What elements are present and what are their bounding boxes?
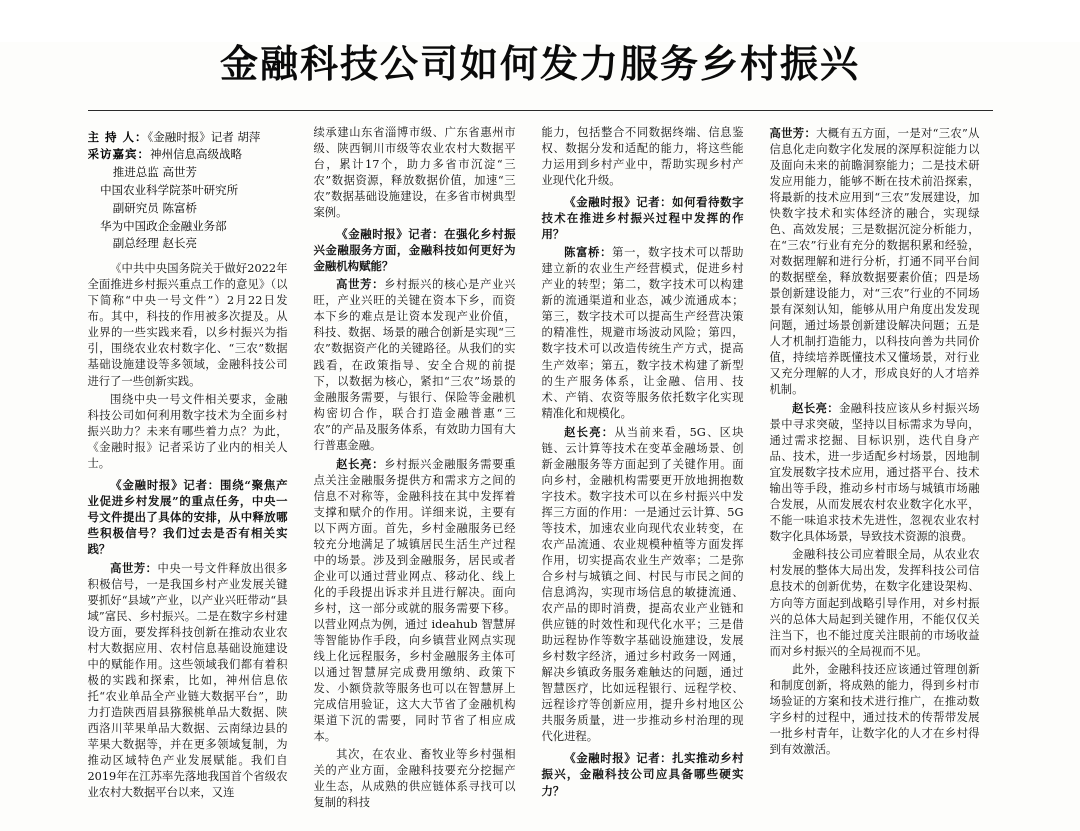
answer-text: 乡村振兴的核心是产业兴旺，产业兴旺的关键在资本下乡，而资本下乡的难点是让资本发现产业价值，科技、数据、场景的融合创新是实现“三农”数据资产化的关键路径。从我们的实践看，在政策指导、安全合规的前提下，以数据为核心，紧扣“三农”场景的金融服务需要，与银行、保险等金融机构密切合作，联合打造金融普惠“三农”的产品及服务体系，有效助力国有大行普惠金融。	[313, 278, 516, 452]
answer-text: 中央一号文件释放出很多积极信号，一是我国乡村产业发展关键要抓好“县域”产业，以产业兴旺带动“县域”富民、乡村振兴。二是在数字乡村建设方面，要发挥科技创新在推动农业农村大数据应用、农村信息基础设施建设中的赋能作用。这些领域我们都有着积极的实践和探索，比如，神州信息依托“农业单品全产业链大数据平台”，助力打造陕西眉县猕猴桃单品大数据、陕西洛川苹果单品大数据、云南绿边县的苹果大数据等，并在更多领域复制，为推动区域特色产业发展赋能。我们自2019年在江苏率先落地我国首个省级农业农村大数据平台以来，又连	[87, 561, 288, 800]
speaker-label: 陈富桥：	[564, 245, 613, 260]
masthead-row	[88, 235, 288, 253]
masthead-label: 主 持 人：	[87, 129, 148, 144]
answer-block	[770, 400, 980, 545]
question-text: 扎实推动乡村振兴，金融科技公司应具备哪些硬实力？	[541, 751, 744, 798]
answer-block	[314, 276, 516, 453]
paragraph: 围绕中央一号文件相关要求，金融科技公司如何利用数字技术为全面乡村振兴助力？未来有哪些着力点？为此，《金融时报》记者采访了业内的相关人士。	[87, 392, 288, 470]
answer-block	[770, 125, 980, 399]
interviewer-label: 《金融时报》记者：	[564, 751, 673, 766]
masthead-row	[88, 146, 288, 164]
answer-text: 大概有五方面，一是对“三农”从信息化走向数字化发展的深厚积淀能力以及面向未来的前瞻洞察能力；二是技术研发应用能力，能够不断在技术前沿探索，将最新的技术应用到“三农”发展建设，加快数字技术和实体经济的融合，实现绿色、高效发展；三是数据沉淀分析能力，在“三农”行业有充分的数据积累和经验，对数据理解和进行分析，打通不同平台间的数据壁垒，释放数据要素价值；四是场景创新建设能力，对“三农”行业的不同场景有深刻认知，能够从用户角度出发发现问题，通过场景创新建设解决问题；五是人才机制打造能力，以科技向善为共同价值，持续培养既懂技术又懂场景，对行业又充分理解的人才，形成良好的人才培养机制。	[769, 126, 980, 397]
question-block	[542, 750, 744, 799]
interviewer-label: 《金融时报》记者：	[336, 226, 445, 241]
speaker-label: 高世芳：	[336, 277, 385, 292]
speaker-label: 高世芳：	[769, 125, 817, 140]
interviewer-label: 《金融时报》记者：	[110, 477, 220, 492]
answer-block	[88, 560, 288, 801]
question-text: 围绕“聚焦产业促进乡村发展”的重点任务，中央一号文件提出了具体的安排，从中释放哪些积极信号？我们过去是否有相关实践？	[87, 477, 288, 557]
answer-block	[542, 424, 744, 746]
newspaper-page	[0, 42, 1080, 831]
header-divider	[88, 110, 993, 111]
masthead-row	[88, 129, 288, 147]
column-4	[757, 125, 993, 760]
column-1	[88, 125, 301, 804]
speaker-label: 赵长亮：	[336, 456, 385, 471]
paragraph: 其次，在农业、畜牧业等乡村强相关的产业方面，金融科技要充分挖掘产业生态，从成熟的供应链体系寻找可以复制的科技	[313, 748, 516, 810]
speaker-label: 高世芳：	[110, 560, 158, 575]
paragraph: 续承建山东省淄博市级、广东省惠州市级、陕西铜川市级等农业农村大数据平台，累计17个，助力多省市沉淀“三农”数据资源，释放数据价值，加速“三农”数据基础设施建设，在多省市树典型案例。	[313, 125, 516, 219]
masthead-text: 《金融时报》记者 胡萍	[147, 129, 261, 144]
interviewer-label: 《金融时报》记者：	[564, 194, 673, 209]
masthead-text: 副研究员 陈富桥	[112, 200, 197, 215]
masthead-row	[88, 200, 288, 218]
paragraph: 金融科技公司应着眼全局，从农业农村发展的整体大局出发，发挥科技公司信息技术的创新优势，在数字化建设架构、方向等方面起到战略引导作用，对乡村振兴的总体大局起到关键作用，不能仅仅关注当下，也不能过度关注眼前的市场收益而对乡村振兴的全局视而不见。	[769, 548, 980, 658]
page-title: 金融科技公司如何发力服务乡村振兴	[219, 42, 860, 86]
answer-text: 从当前来看，5G、区块链、云计算等技术在变革金融场景、创新金融服务等方面起到了关键作用。面向乡村，金融机构需要更开放地拥抱数字技术。数字技术可以在乡村振兴中发挥三方面的作用：一是通过云计算、5G等技术，加速农业向现代农业转变，在农产品流通、农业规模种植等方面发挥作用，切实提高农业生产效率；二是弥合乡村与城镇之间、村民与市民之间的信息鸿沟，实现市场信息的敏捷流通、农产品的即时消费，提高农业产业链和供应链的时效性和现代化水平；三是借助远程协作等数字基础设施建设，发展乡村数字经济，通过乡村政务一网通，解决乡镇政务服务难触达的问题，通过智慧医疗，比如远程银行、远程学校、远程诊疗等创新应用，提升乡村地区公共服务质量，进一步推动乡村治理的现代化进程。	[541, 425, 744, 744]
column-2	[301, 125, 529, 814]
answer-text: 金融科技应该从乡村振兴场景中寻求突破，坚持以目标需求为导向，通过需求挖掘、目标识别，迭代自身产品、技术，进一步适配乡村场景，因地制宜发展数字技术应用，通过搭平台、技术输出等手段，推动乡村市场与城镇市场融合发展，从而发展农村农业数字化水平，不能一味追求技术先进性，忽视农业农村数字化具体场景，导致技术资源的浪费。	[769, 402, 980, 544]
answer-block	[314, 456, 516, 746]
masthead-row	[88, 164, 288, 182]
question-text: 在强化乡村振兴金融服务方面，金融科技如何更好为金融机构赋能？	[313, 226, 516, 274]
speaker-label: 赵长亮：	[792, 401, 840, 416]
masthead-row	[88, 218, 288, 236]
masthead-text: 华为中国政企金融业务部	[100, 218, 227, 233]
answer-text: 乡村振兴金融服务需要重点关注金融服务提供方和需求方之间的信息不对称等，金融科技在其中发挥着支撑和赋介的作用。详细来说，主要有以下两方面。首先，乡村金融服务已经较充分地满足了城镇居民生活生产过程中的场景。涉及到金融服务，居民或者企业可以通过营业网点、移动化、线上化的手段提出诉求并且进行解决。面向乡村，这一部分或就的服务需要下移。以营业网点为例，通过 ideahub 智慧屏等智能协作手段，向乡镇营业网点实现线上化远程服务，乡村金融服务主体可以通过智慧屏完成费用缴纳、政策下发、小额贷款等服务也可以在智慧屏上完成信用验证，这大大节省了金融机构渠道下沉的需要，同时节省了相应成本。	[313, 457, 516, 744]
masthead-text: 中国农业科学院茶叶研究所	[100, 183, 239, 198]
article-columns	[88, 125, 993, 814]
question-block	[88, 477, 288, 558]
masthead-label: 采访嘉宾：	[87, 147, 150, 162]
masthead-text: 推进总监 高世芳	[112, 165, 197, 180]
masthead-credits	[88, 129, 288, 254]
question-block	[314, 226, 516, 275]
masthead-text: 副总经理 赵长亮	[112, 236, 197, 251]
paragraph: 此外，金融科技还应该通过管理创新和制度创新，将成熟的能力，得到乡村市场验证的方案和技术进行推广，在推动数字乡村的过程中，通过技术的传帮带发展一批乡村青年，让数字化的人才在乡村得到有效激活。	[769, 662, 980, 756]
question-block	[542, 194, 744, 243]
paragraph: 《中共中央国务院关于做好2022年全面推进乡村振兴重点工作的意见》（以下简称“中央一号文件”）2月22日发布。其中，科技的作用被多次提及。从业界的一些实践来看，以乡村振兴为指引，围绕农业农村数字化、“三农”数据基础设施建设等多领域，金融科技公司进行了一些创新实践。	[87, 262, 288, 388]
column-3	[529, 125, 757, 801]
answer-block	[542, 244, 744, 421]
paragraph: 能力，包括整合不同数据终端、信息鉴权、数据分发和适配的能力，将这些能力运用到乡村产业中，帮助实现乡村产业现代化升级。	[541, 125, 744, 187]
question-text: 如何看待数字技术在推进乡村振兴过程中发挥的作用？	[541, 194, 744, 242]
masthead-text: 神州信息高级战略	[150, 147, 242, 162]
masthead-row	[88, 182, 288, 200]
answer-text: 第一，数字技术可以帮助建立新的农业生产经营模式，促进乡村产业的转型；第二，数字技术可以构建新的流通渠道和业态，减少流通成本；第三，数字技术可以提高生产经营决策的精准性，规避市场波动风险；第四，数字技术可以改造传统生产方式，提高生产效率；第五，数字技术构建了新型的生产服务体系，让金融、信用、技术、产销、农资等服务依托数字化实现精准化和规模化。	[541, 246, 744, 420]
speaker-label: 赵长亮：	[564, 424, 615, 439]
